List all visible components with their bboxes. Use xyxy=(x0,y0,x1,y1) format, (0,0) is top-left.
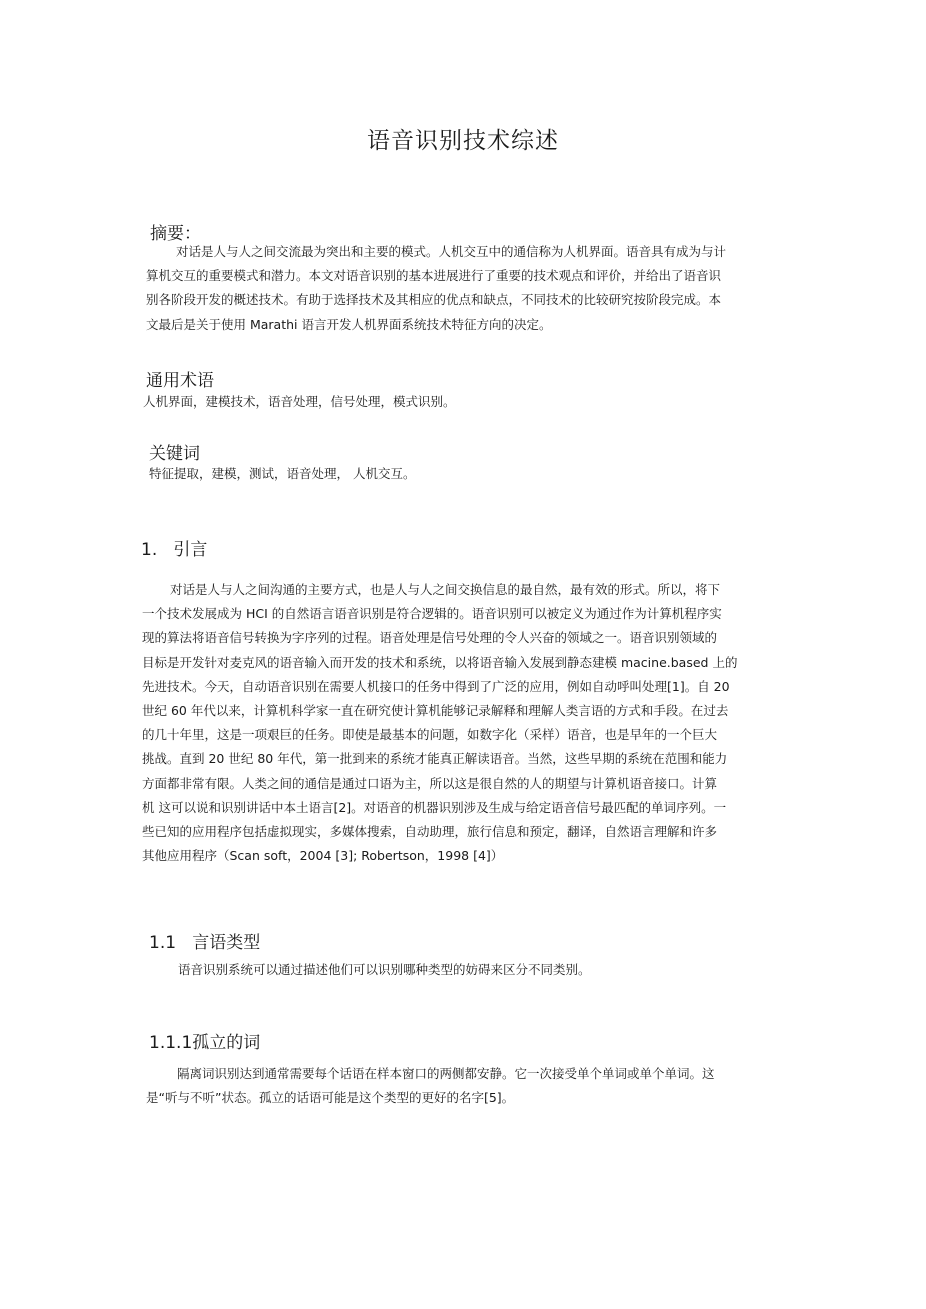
abstract-line: 算机交互的重要模式和潜力。本文对语音识别的基本进展进行了重要的技术观点和评价，并给出了语音识 xyxy=(146,268,722,284)
section-1-line: 挑战。直到 20 世纪 80 年代，第一批到来的系统才能真正解读语音。当然，这些早期的系统在范围和能力 xyxy=(142,751,728,767)
section-1-1-text: 语音识别系统可以通过描述他们可以识别哪种类型的妨碍来区分不同类别。 xyxy=(178,962,591,977)
abstract-body xyxy=(146,240,790,337)
abstract-heading: 摘要： xyxy=(150,224,201,244)
general-terms-text: 人机界面，建模技术，语音处理，信号处理，模式识别。 xyxy=(143,394,456,409)
section-1-line: 其他应用程序（Scan soft，2004 [3]; Robertson，1998 [4]） xyxy=(142,848,504,864)
keywords-text: 特征提取，建模，测试，语音处理， 人机交互。 xyxy=(149,466,416,481)
section-1-body xyxy=(142,578,786,868)
section-1-1-1-heading: 1.1.1孤立的词 xyxy=(149,1033,261,1053)
abstract-line: 别各阶段开发的概述技术。有助于选择技术及其相应的优点和缺点，不同技术的比较研究按阶段完成。本 xyxy=(146,292,722,308)
section-1-line: 现的算法将语音信号转换为字序列的过程。语音处理是信号处理的令人兴奋的领域之一。语音识别领域的 xyxy=(142,630,718,646)
abstract-line: 对话是人与人之间交流最为突出和主要的模式。人机交互中的通信称为人机界面。语音具有成为与计 xyxy=(176,244,727,259)
section-1-1-heading: 1.1 言语类型 xyxy=(149,933,261,953)
section-1-line: 机 这可以说和识别讲话中本土语言[2]。对语音的机器识别涉及生成与给定语音信号最匹配的单词序列。一 xyxy=(142,799,727,815)
section-1-heading: 1. 引言 xyxy=(141,540,208,560)
section-1-line: 的几十年里，这是一项艰巨的任务。即使是最基本的问题，如数字化（采样）语音，也是早年的一个巨大 xyxy=(142,727,718,743)
section-1-line: 世纪 60 年代以来，计算机科学家一直在研究使计算机能够记录解释和理解人类言语的方式和手段。在过去 xyxy=(142,703,729,719)
general-terms-heading: 通用术语 xyxy=(146,371,214,391)
abstract-line: 文最后是关于使用 Marathi 语言开发人机界面系统技术特征方向的决定。 xyxy=(146,316,552,332)
section-1-line: 目标是开发针对麦克风的语音输入而开发的技术和系统，以将语音输入发展到静态建模 macine.based 上的 xyxy=(142,654,738,670)
section-1-line: 先进技术。今天，自动语音识别在需要人机接口的任务中得到了广泛的应用，例如自动呼叫处理[1]。自 20 xyxy=(142,678,730,694)
section-1-line: 对话是人与人之间沟通的主要方式，也是人与人之间交换信息的最自然，最有效的形式。所以，将下 xyxy=(170,582,721,597)
section-1-line: 些已知的应用程序包括虚拟现实，多媒体搜索，自动助理，旅行信息和预定，翻译，自然语言理解和许多 xyxy=(142,824,718,840)
keywords-body xyxy=(149,462,793,486)
section-1-line: 方面都非常有限。人类之间的通信是通过口语为主，所以这是很自然的人的期望与计算机语音接口。计算 xyxy=(142,775,718,791)
section-1-line: 一个技术发展成为 HCI 的自然语言语音识别是符合逻辑的。语音识别可以被定义为通过作为计算机程序实 xyxy=(142,606,722,622)
section-1-1-1-line: 是“听与不听”状态。孤立的话语可能是这个类型的更好的名字[5]。 xyxy=(146,1090,515,1106)
section-1-1-body xyxy=(148,958,792,982)
keywords-heading: 关键词 xyxy=(149,444,200,464)
general-terms-body xyxy=(143,390,787,414)
document-title: 语音识别技术综述 xyxy=(367,128,559,154)
section-1-1-1-line: 隔离词识别达到通常需要每个话语在样本窗口的两侧都安静。它一次接受单个单词或单个单词。这 xyxy=(177,1066,715,1081)
section-1-1-1-body xyxy=(146,1062,790,1110)
